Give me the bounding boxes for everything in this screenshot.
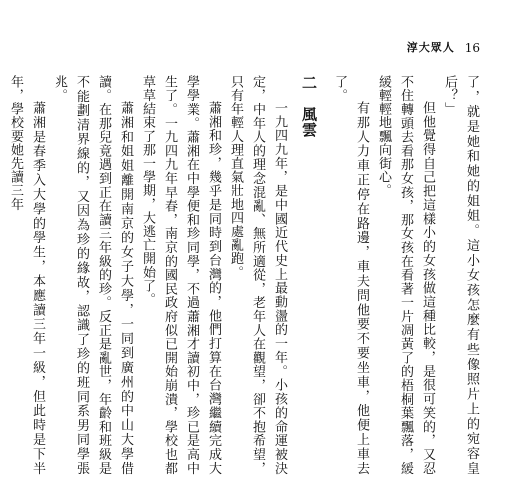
section-title: 風雲	[300, 106, 318, 138]
paragraph: 一九四九年，是中國近代史上最動盪的一年。小孩的命運被決定，中年人的理念混亂、無所適從，老年人在觀望，卻不抱希望，只有年輕人理直氣壯地四處亂跑。	[228, 75, 287, 475]
section-number: 二	[300, 75, 318, 91]
running-header	[330, 40, 480, 56]
paragraph: 蕭湘是春季入大學的學生，本應讀三年一級，但此時是下半年，學校要她先讀三年	[8, 75, 45, 475]
vertical-text-body	[8, 75, 482, 475]
paragraph: 但他覺得自己把這樣小的女孩做這種比較，是很可笑的，又忍不住轉頭去看那女孩，那女孩在看著一片凋黃了的梧桐葉飄落，緩緩輕輕地飄向街心。	[376, 75, 435, 475]
section-heading	[294, 75, 324, 475]
book-title: 淳大眾人	[406, 41, 455, 54]
paragraph: 蕭湘和姐姐離開南京的女子大學，一同到廣州的中山大學借讀。在那兒竟遇到正在讀三年級的珍。反正是亂世，年齡和班級是不能劃清界線的，又因為珍的緣故，認識了珍的班同系男同學張兆。	[52, 75, 133, 475]
page-number: 16	[464, 41, 480, 55]
paragraph: 蕭湘和珍，幾乎是同時到台灣的，他們打算在台灣繼續完成大學學業。蕭湘在中學便和珍同學，不過蕭湘才讀初中，珍已是高中生了。一九四九年早春，南京的國民政府似已開始崩潰，學校也都草草結束了那一學期，大逃亡開始了。	[140, 75, 221, 475]
paragraph: 了，就是她和她的姐姐。這小女孩怎麼有些像照片上的宛容皇后？」	[442, 75, 479, 475]
paragraph: 有那人力車正停在路邊，車夫問他要不要坐車，他便上車去了。	[332, 75, 369, 475]
